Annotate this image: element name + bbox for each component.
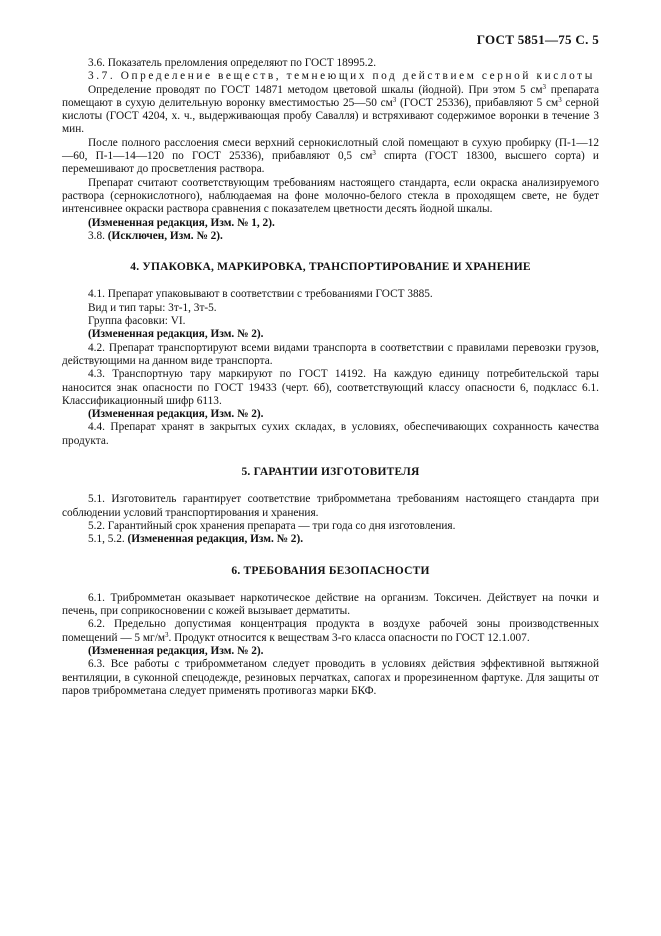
section-4-title: 4. УПАКОВКА, МАРКИРОВКА, ТРАНСПОРТИРОВАНИЕ И ХРАНЕНИЕ xyxy=(130,261,531,274)
clause-number: 5.1, 5.2. xyxy=(88,533,128,546)
clause-3-7-para-2 xyxy=(62,137,599,177)
superscript: 3 xyxy=(542,82,547,91)
superscript: 3 xyxy=(372,149,376,158)
clause-3-8 xyxy=(62,230,599,243)
text-run: спирта (ГОСТ 18300, высшего сорта) и перемешивают до просветления раствора. xyxy=(62,150,599,176)
superscript: 3 xyxy=(392,95,397,104)
spacer xyxy=(62,479,599,493)
clause-4-1: 4.1. Препарат упаковывают в соответствии с требованиями ГОСТ 3885. xyxy=(88,288,433,301)
clause-6-1: 6.1. Трибромметан оказывает наркотическое действие на организм. Токсичен. Действует на почки и печень, при соприкосновении с кожей вызывает дерматиты. xyxy=(62,591,599,618)
revision-note-6-2: (Измененная редакция, Изм. № 2). xyxy=(88,644,264,657)
revision-note-5: (Измененная редакция, Изм. № 2). xyxy=(127,533,304,546)
text-run: препарата помещают в сухую делительную воронку вместимостью 25—50 см xyxy=(62,83,599,109)
clause-number: 3.8. xyxy=(88,229,108,242)
clause-4-4: 4.4. Препарат хранят в закрытых сухих складах, в условиях, обеспечивающих сохранность качества продукта. xyxy=(62,421,599,447)
revision-note-4-3: (Измененная редакция, Изм. № 2). xyxy=(88,408,264,421)
revision-note-3-7: (Измененная редакция, Изм. № 1, 2). xyxy=(88,216,275,229)
page-header: ГОСТ 5851—75 С. 5 xyxy=(476,32,599,47)
text-run: 6.2. Предельно допустимая концентрация продукта в воздухе рабочей зоны производственных помещений — 5 мг/м xyxy=(62,618,599,644)
spacer xyxy=(62,448,599,466)
clause-3-6: 3.6. Показатель преломления определяют по ГОСТ 18995.2. xyxy=(88,57,377,69)
spacer xyxy=(62,547,599,565)
clause-5-2: 5.2. Гарантийный срок хранения препарата — три года со дня изготовления. xyxy=(88,519,456,532)
clause-3-7-title: 3.7. Определение веществ, темнеющих под действием серной кислоты xyxy=(88,70,595,83)
revision-note-4-1: (Измененная редакция, Изм. № 2). xyxy=(88,328,264,341)
superscript: 3 xyxy=(164,630,169,639)
section-5-title: 5. ГАРАНТИИ ИЗГОТОВИТЕЛЯ xyxy=(241,466,420,479)
clause-6-2 xyxy=(62,618,599,645)
clause-5-1: 5.1. Изготовитель гарантирует соответствие трибромметана требованиям настоящего стандарта при соблюдении условий транспортирования и хранения. xyxy=(62,493,599,519)
text-run: После полного расслоения смеси верхний сернокислотный слой помещают в сухую пробирку (П-1—12—60, П-1—14—120 по ГОСТ 25336), прибавляют 0,5 см xyxy=(62,136,599,163)
revision-note-3-8: (Исключен, Изм. № 2). xyxy=(107,229,223,242)
spacer xyxy=(62,578,599,592)
superscript: 3 xyxy=(558,95,562,104)
text-run: . Продукт относится к веществам 3-го класса опасности по ГОСТ 12.1.007. xyxy=(168,631,530,644)
spacer xyxy=(62,274,599,288)
clause-4-2: 4.2. Препарат транспортируют всеми видами транспорта в соответствии с правилами перевозки грузов, действующими на данном виде транспорта. xyxy=(62,341,599,367)
clause-3-7-para-3: Препарат считают соответствующим требованиям настоящего стандарта, если окраска анализируемого раствора (сернокислотного), наблюдаемая на фоне молочно-белого стекла в проходящем свете, не будет интенсивнее окраски раствора сравнения с показателем цветности десять йодной шкалы. xyxy=(62,176,599,216)
clause-4-1-packing-group: Группа фасовки: VI. xyxy=(88,315,186,328)
clause-5-1-5-2 xyxy=(62,533,599,546)
clause-4-1-container-type: Вид и тип тары: 3т-1, 3т-5. xyxy=(88,301,217,314)
document-body xyxy=(62,57,599,698)
clause-3-7-para-1 xyxy=(62,84,599,137)
text-run: серной кислоты (ГОСТ 4204, х. ч., выдерживающая пробу Савалля) и встряхивают содержимое воронки в течение 3 мин. xyxy=(62,96,599,136)
section-6-title: 6. ТРЕБОВАНИЯ БЕЗОПАСНОСТИ xyxy=(231,564,430,577)
text-run: Определение проводят по ГОСТ 14871 методом цветовой шкалы (йодной). При этом 5 см xyxy=(88,83,543,96)
clause-4-3: 4.3. Транспортную тару маркируют по ГОСТ 14192. На каждую единицу потребительской тары наносится знак опасности по ГОСТ 19433 (черт. 6б), соответствующий классу опасности 6, подкласс 6.1. Классификационный шифр 6113. xyxy=(62,368,599,407)
text-run: (ГОСТ 25336), прибавляют 5 см xyxy=(396,96,559,109)
clause-6-3: 6.3. Все работы с трибромметаном следует проводить в условиях действия эффективной вытяжной вентиляции, в суконной спецодежде, резиновых перчатках, сапогах и прорезиненном фартуке. Для защиты от паров трибромметана следует применять противогаз марки БКФ. xyxy=(62,658,599,697)
spacer xyxy=(62,243,599,261)
